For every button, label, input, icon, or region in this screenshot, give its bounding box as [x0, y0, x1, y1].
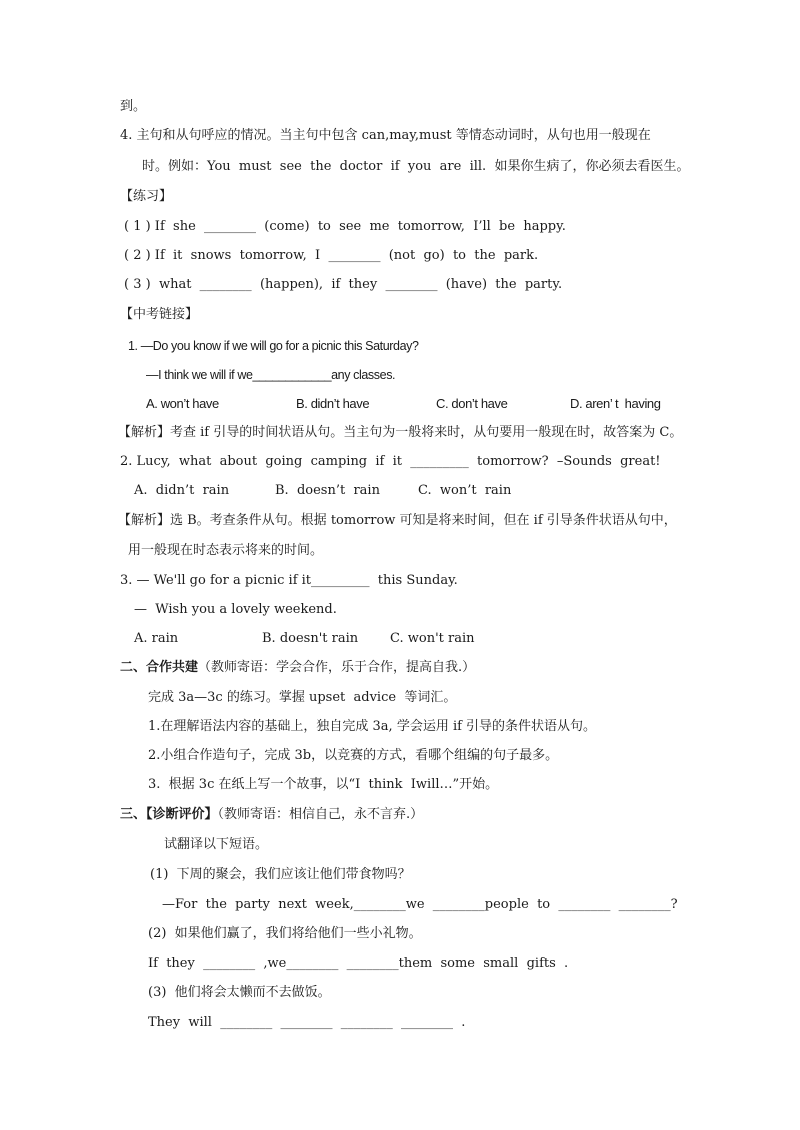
- text-line: 4. 主句和从句呼应的情况。当主句中包含 can,may,must 等情态动词时，从句也用一般现在: [120, 128, 651, 143]
- exam-question-line: — Wish you a lovely weekend.: [134, 602, 337, 617]
- paragraph: 完成 3a—3c 的练习。掌握 upset advice 等词汇。: [148, 690, 457, 705]
- option: B. didn’t have: [296, 396, 370, 411]
- analysis: 【解析】考查 if 引导的时间状语从句。当主句为一般将来时，从句要用一般现在时，故答案为 C。: [118, 425, 683, 440]
- exam-question: 1. —Do you know if we will go for a picnic this Saturday?: [128, 339, 419, 353]
- paragraph: 试翻译以下短语。: [164, 837, 269, 852]
- option: A. won’t have: [146, 396, 219, 411]
- section-heading-note: （教师寄语：相信自己，永不言弃.）: [217, 807, 424, 822]
- practice-heading: 【练习】: [120, 189, 173, 204]
- paragraph: 3. 根据 3c 在纸上写一个故事，以“I think Iwill…”开始。: [148, 777, 499, 792]
- section-heading-title: 二、合作共建: [120, 660, 199, 675]
- text-line: 到。: [120, 99, 147, 114]
- section-heading: [120, 659, 475, 677]
- option: C. won’t rain: [418, 483, 512, 498]
- translation-prompt: (2) 如果他们赢了，我们将给他们一些小礼物。: [148, 926, 422, 941]
- option: B. doesn’t rain: [275, 483, 380, 498]
- paragraph: 2.小组合作造句子，完成 3b，以竞赛的方式，看哪个组编的句子最多。: [148, 748, 559, 763]
- translation-prompt: (1) 下周的聚会，我们应该让他们带食物吗？: [150, 867, 411, 882]
- translation-blank: —For the party next week,________we ________people to ________ ________?: [162, 897, 678, 912]
- paragraph: 1.在理解语法内容的基础上，独自完成 3a, 学会运用 if 引导的条件状语从句。: [148, 719, 597, 734]
- translation-blank: They will ________ ________ ________ ________ .: [148, 1015, 466, 1030]
- translation-prompt: (3) 他们将会太懒而不去做饭。: [148, 985, 331, 1000]
- analysis: 用一般现在时态表示将来的时间。: [128, 543, 324, 558]
- analysis: 【解析】选 B。考查条件从句。根据 tomorrow 可知是将来时间，但在 if 引导条件状语从句中，: [118, 513, 677, 528]
- option: D. aren’ t having: [570, 396, 661, 411]
- section-heading-title: 三、【诊断评价】: [120, 807, 218, 822]
- translation-blank: If they ________ ,we________ ________them some small gifts .: [148, 956, 569, 971]
- option: C. don’t have: [436, 396, 508, 411]
- exam-question: 2. Lucy, what about going camping if it _________ tomorrow? –Sounds great!: [120, 454, 661, 469]
- practice-question: ( 1 ) If she ________ (come) to see me tomorrow, I’ll be happy.: [124, 219, 566, 234]
- exam-question: 3. — We'll go for a picnic if it_________ this Sunday.: [120, 573, 458, 588]
- practice-question: ( 2 ) If it snows tomorrow, I ________ (not go) to the park.: [124, 248, 539, 263]
- section-heading-note: （教师寄语：学会合作，乐于合作，提高自我.）: [198, 660, 476, 675]
- exam-question-line: —I think we will if we____________any classes.: [146, 368, 396, 382]
- section-heading: [120, 806, 423, 824]
- text-line: 时。例如：You must see the doctor if you are ill. 如果你生病了，你必须去看医生。: [142, 159, 690, 174]
- option: B. doesn't rain: [262, 631, 359, 646]
- option: A. rain: [134, 631, 179, 646]
- exam-heading: 【中考链接】: [120, 307, 199, 322]
- practice-question: ( 3 ) what ________ (happen), if they ________ (have) the party.: [124, 277, 563, 292]
- option: A. didn’t rain: [134, 483, 230, 498]
- option: C. won't rain: [390, 631, 475, 646]
